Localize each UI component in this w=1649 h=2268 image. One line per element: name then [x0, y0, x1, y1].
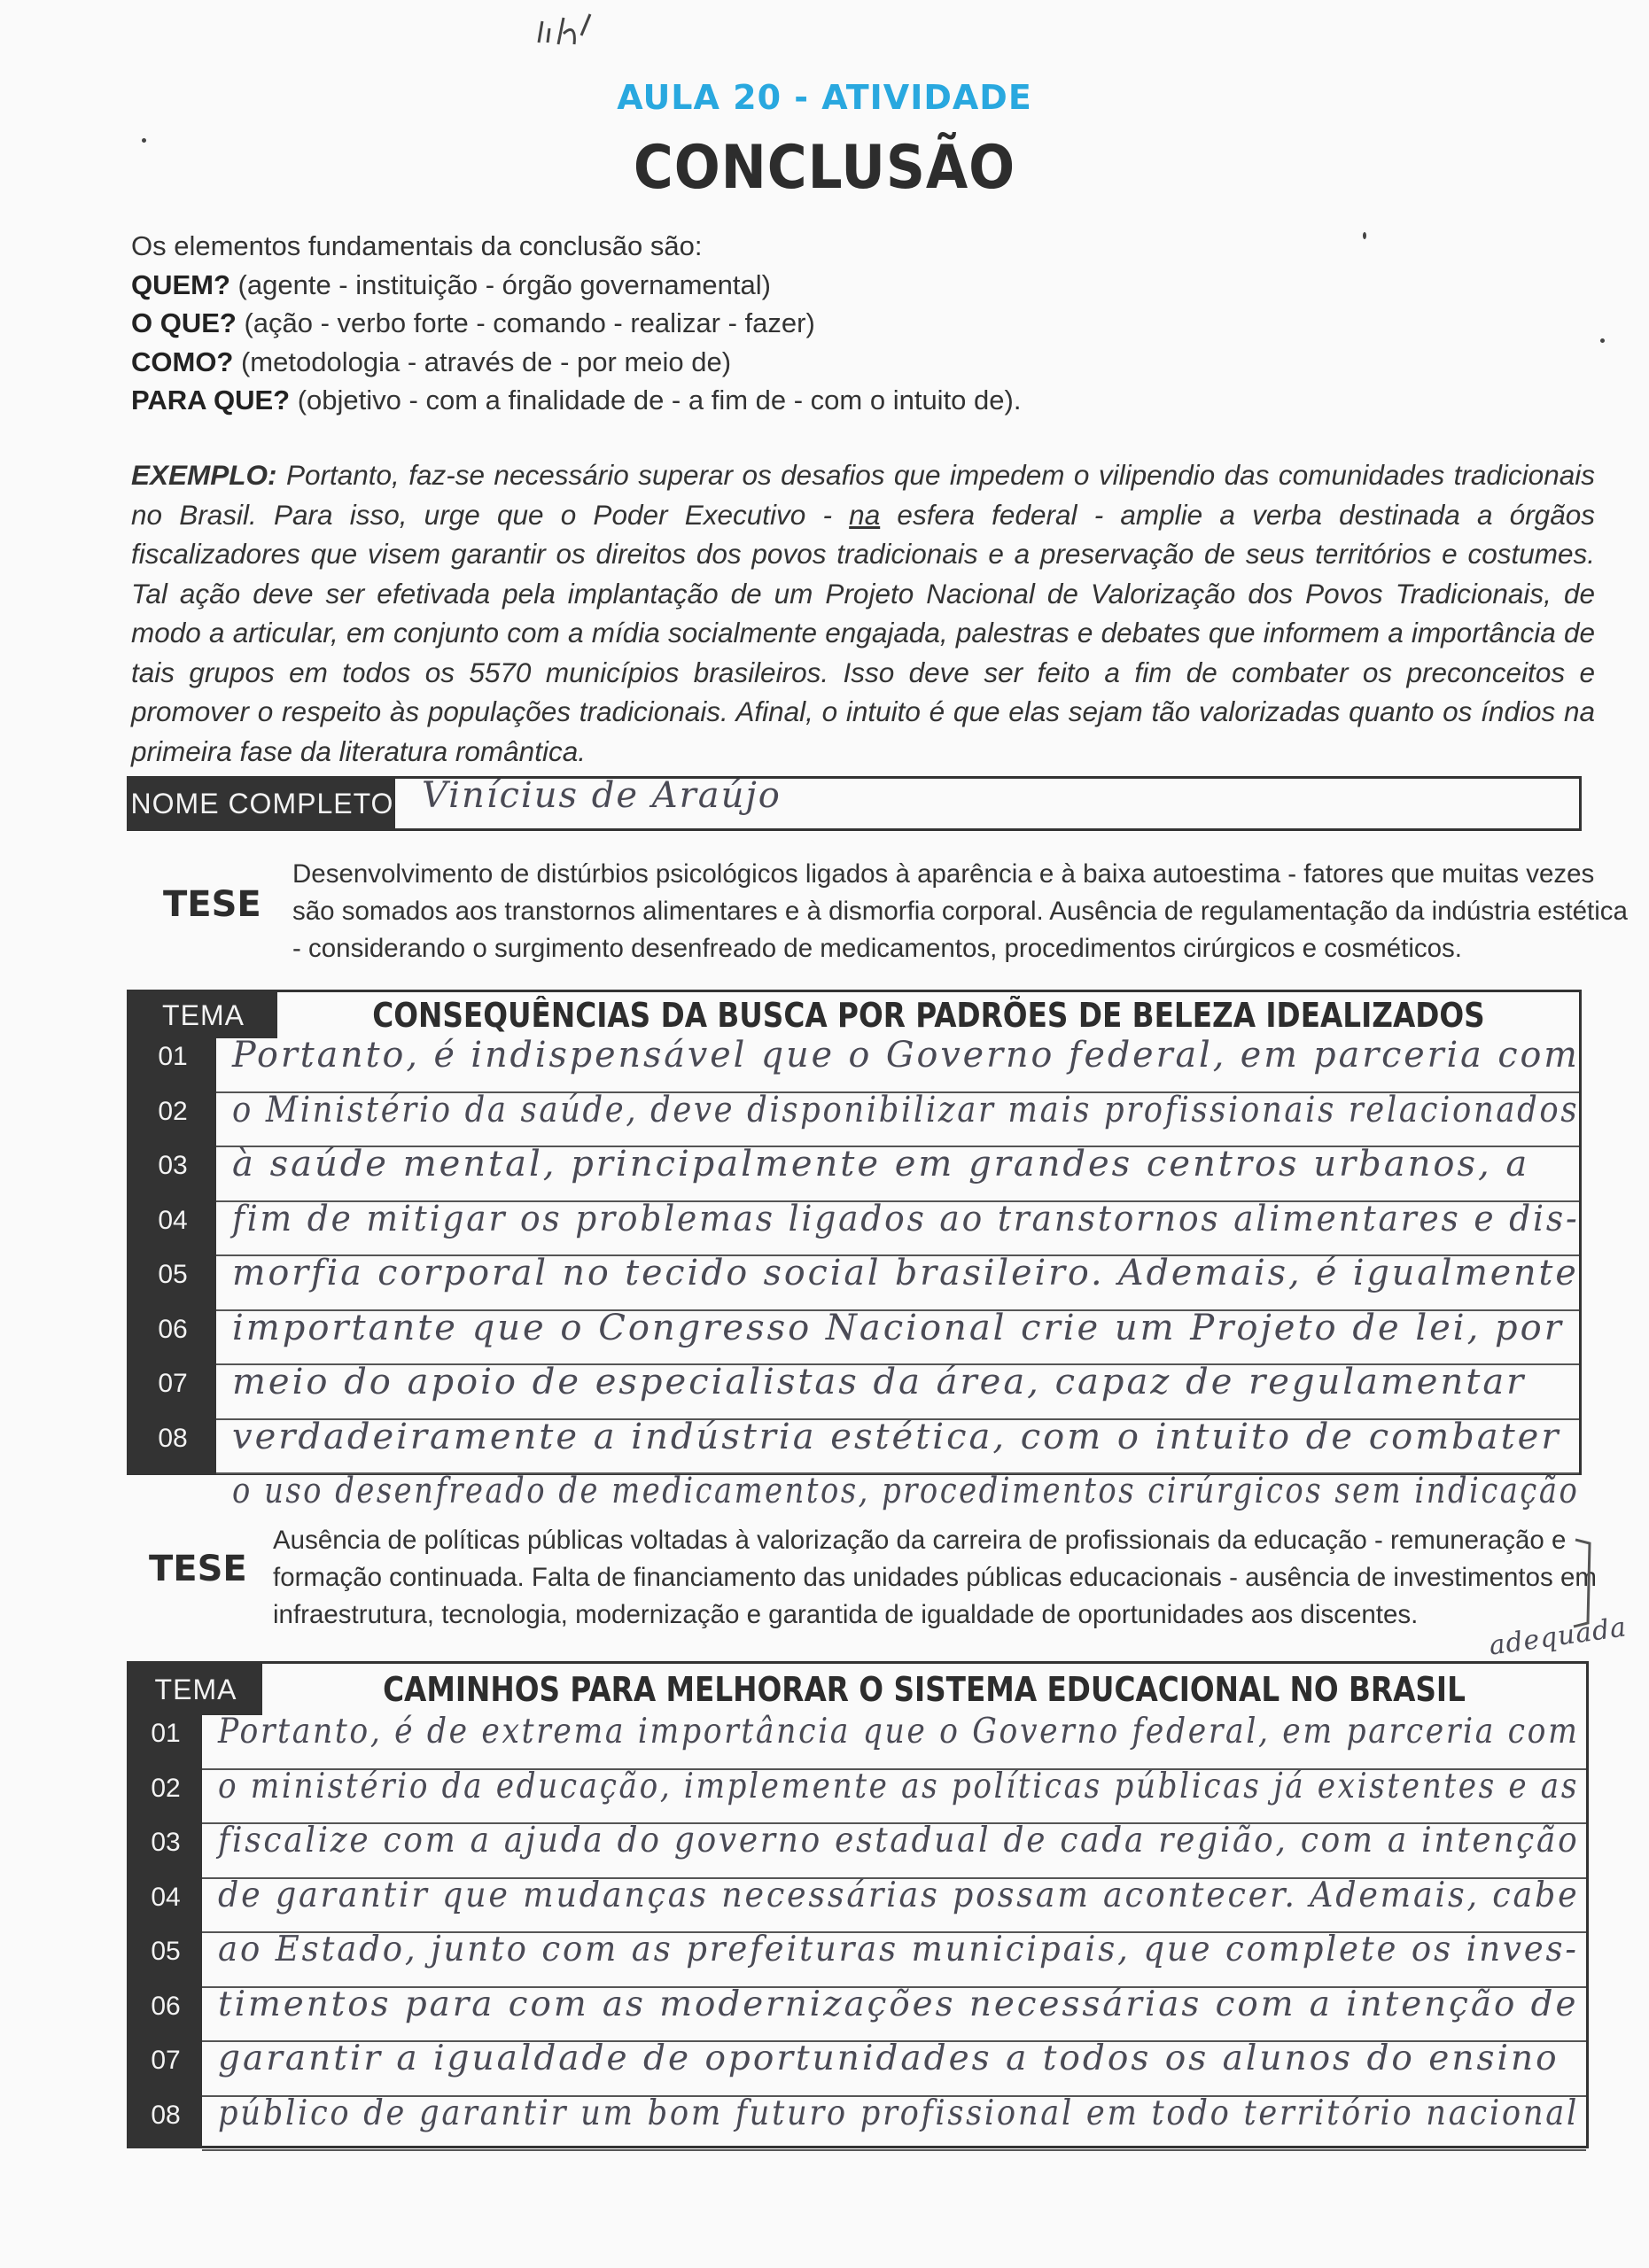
line-number: 04 [151, 1882, 181, 1912]
margin-note: adequada [1487, 1612, 1630, 1662]
handwritten-line: garantir a igualdade de oportunidades a todos os alunos do ensino [218, 2039, 1560, 2078]
tema-label-1: TEMA [129, 992, 277, 1038]
line-number: 08 [158, 1423, 188, 1453]
example-paragraph [131, 455, 1595, 771]
writing-line [202, 2149, 1586, 2151]
handwritten-line: o uso desenfreado de medicamentos, procedimentos cirúrgicos sem indicação [232, 1471, 1580, 1511]
element-desc: (ação - verbo forte - comando - realizar - fazer) [236, 307, 815, 338]
tese-line: Ausência de políticas públicas voltadas à valorização da carreira de profissionais da educação - remuneração e [273, 1526, 1567, 1555]
line-number: 01 [158, 1042, 188, 1071]
handwritten-line: o Ministério da saúde, deve disponibilizar mais profissionais relacionados [232, 1089, 1580, 1130]
activity-subtitle: AULA 20 - ATIVIDADE [617, 78, 1032, 117]
tese-label-2: TESE [149, 1549, 247, 1589]
tese-label-1: TESE [163, 884, 261, 925]
line-number: 05 [151, 1937, 181, 1966]
tese-line: - considerando o surgimento desenfreado de medicamentos, procedimentos cirúrgicos e cosméticos. [292, 934, 1462, 963]
name-field[interactable] [127, 776, 1582, 831]
element-desc: (metodologia - através de - por meio de) [233, 346, 732, 377]
element-o-que [131, 304, 1549, 343]
example-text: esfera federal - amplie a verba destinada a órgãos fiscalizadores que visem garantir os direitos dos povos tradicionais e a preservação de seus territórios e costumes. Tal ação deve ser efetivada pela implantação de um Projeto Nacional de Valorização dos Povos Tradicionais, de modo a articular, em conjunto com a mídia socialmente engajada, palestras e debates que informem a importância de tais grupos em todos os 5570 municípios brasileiros. Isso deve ser feito a fim de combater os preconceitos e promover o respeito às populações tradicionais. Afinal, o intuito é que elas sejam tão valorizadas quanto os índios na primeira fase da literatura romântica. [131, 498, 1595, 767]
line-number: 02 [158, 1096, 188, 1126]
handwritten-line: Portanto, é de extrema importância que o Governo federal, em parceria com [218, 1712, 1580, 1751]
handwritten-line: o ministério da educação, implemente as políticas públicas já existentes e as [218, 1766, 1580, 1806]
speck [142, 138, 146, 143]
line-number: 07 [158, 1369, 188, 1398]
elements-intro: Os elementos fundamentais da conclusão são: [131, 230, 703, 261]
handwritten-line: fim de mitigar os problemas ligados ao transtornos alimentares e dis- [232, 1198, 1580, 1239]
speck [1600, 338, 1605, 343]
tema-title-2: CAMINHOS PARA MELHORAR O SISTEMA EDUCACIONAL NO BRASIL [383, 1670, 1466, 1709]
handwritten-line: meio do apoio de especialistas da área, capaz de regulamentar [232, 1362, 1527, 1402]
handwritten-line: importante que o Congresso Nacional crie um Projeto de lei, por [232, 1307, 1564, 1348]
example-text: Portanto, faz-se necessário superar os desafios que impedem o vilipendio das comunidades tradicionais no Brasil. Para isso, urge que o Poder Executivo - [131, 459, 1595, 531]
line-number: 04 [158, 1205, 188, 1235]
element-para-que [131, 381, 1549, 420]
element-quem [131, 266, 1549, 305]
tema-label-2: TEMA [129, 1664, 262, 1715]
element-key: COMO? [131, 346, 234, 377]
element-desc: (objetivo - com a finalidade de - a fim de - com o intuito de). [290, 384, 1022, 416]
handwritten-line: morfia corporal no tecido social brasileiro. Ademais, é igualmente [232, 1253, 1579, 1293]
handwritten-line: de garantir que mudanças necessárias possam acontecer. Ademais, cabe [218, 1875, 1580, 1915]
element-key: QUEM? [131, 268, 230, 300]
tese-line: Desenvolvimento de distúrbios psicológicos ligados à aparência e à baixa autoestima - fatores que muitas vezes [292, 859, 1595, 889]
handwritten-line: Portanto, é indispensável que o Governo federal, em parceria com [232, 1035, 1580, 1076]
line-number: 02 [151, 1773, 181, 1803]
line-number: 05 [158, 1260, 188, 1289]
tese-text-1 [292, 856, 1628, 967]
tese-text-2 [273, 1522, 1597, 1634]
example-underlined-word: na [849, 498, 881, 531]
element-como [131, 343, 1549, 382]
tese-line: são somados aos transtornos alimentares e à dismorfia corporal. Ausência de regulamentação da indústria estética [292, 897, 1628, 926]
element-key: O QUE? [131, 307, 237, 338]
tese-line: formação continuada. Falta de financiamento das unidades públicas educacionais - ausência de investimentos em [273, 1563, 1597, 1592]
handwritten-line: ao Estado, junto com as prefeituras municipais, que complete os inves- [218, 1930, 1579, 1969]
name-handwritten: Vinícius de Araújo [422, 775, 782, 816]
example-label: EXEMPLO: [131, 459, 277, 491]
line-number: 07 [151, 2046, 181, 2075]
element-key: PARA QUE? [131, 384, 291, 416]
element-desc: (agente - instituição - órgão governamental) [229, 268, 771, 300]
handwritten-line: timentos para com as modernizações necessárias com a intenção de [218, 1984, 1579, 2024]
conclusion-elements [131, 227, 1549, 420]
line-number: 01 [151, 1719, 181, 1748]
activity-title: CONCLUSÃO [633, 133, 1016, 203]
handwritten-line: público de garantir um bom futuro profissional em todo território nacional [218, 2093, 1579, 2133]
line-number: 03 [151, 1828, 181, 1857]
line-number: 03 [158, 1151, 188, 1180]
tese-line: infraestrutura, tecnologia, modernização e garantida de igualdade de oportunidades aos discentes. [273, 1600, 1419, 1629]
line-number: 08 [151, 2100, 181, 2130]
scribble-mark [532, 9, 611, 53]
line-number: 06 [158, 1314, 188, 1344]
handwritten-line: verdadeiramente a indústria estética, com o intuito de combater [232, 1416, 1561, 1457]
handwritten-line: à saúde mental, principalmente em grandes centros urbanos, a [232, 1144, 1530, 1184]
tema-title-1: CONSEQUÊNCIAS DA BUSCA POR PADRÕES DE BELEZA IDEALIZADOS [372, 996, 1485, 1035]
line-number: 06 [151, 1991, 181, 2021]
name-label: NOME COMPLETO [129, 779, 395, 828]
margin-bracket [1570, 1534, 1597, 1632]
handwritten-line: fiscalize com a ajuda do governo estadual de cada região, com a intenção [218, 1821, 1580, 1860]
